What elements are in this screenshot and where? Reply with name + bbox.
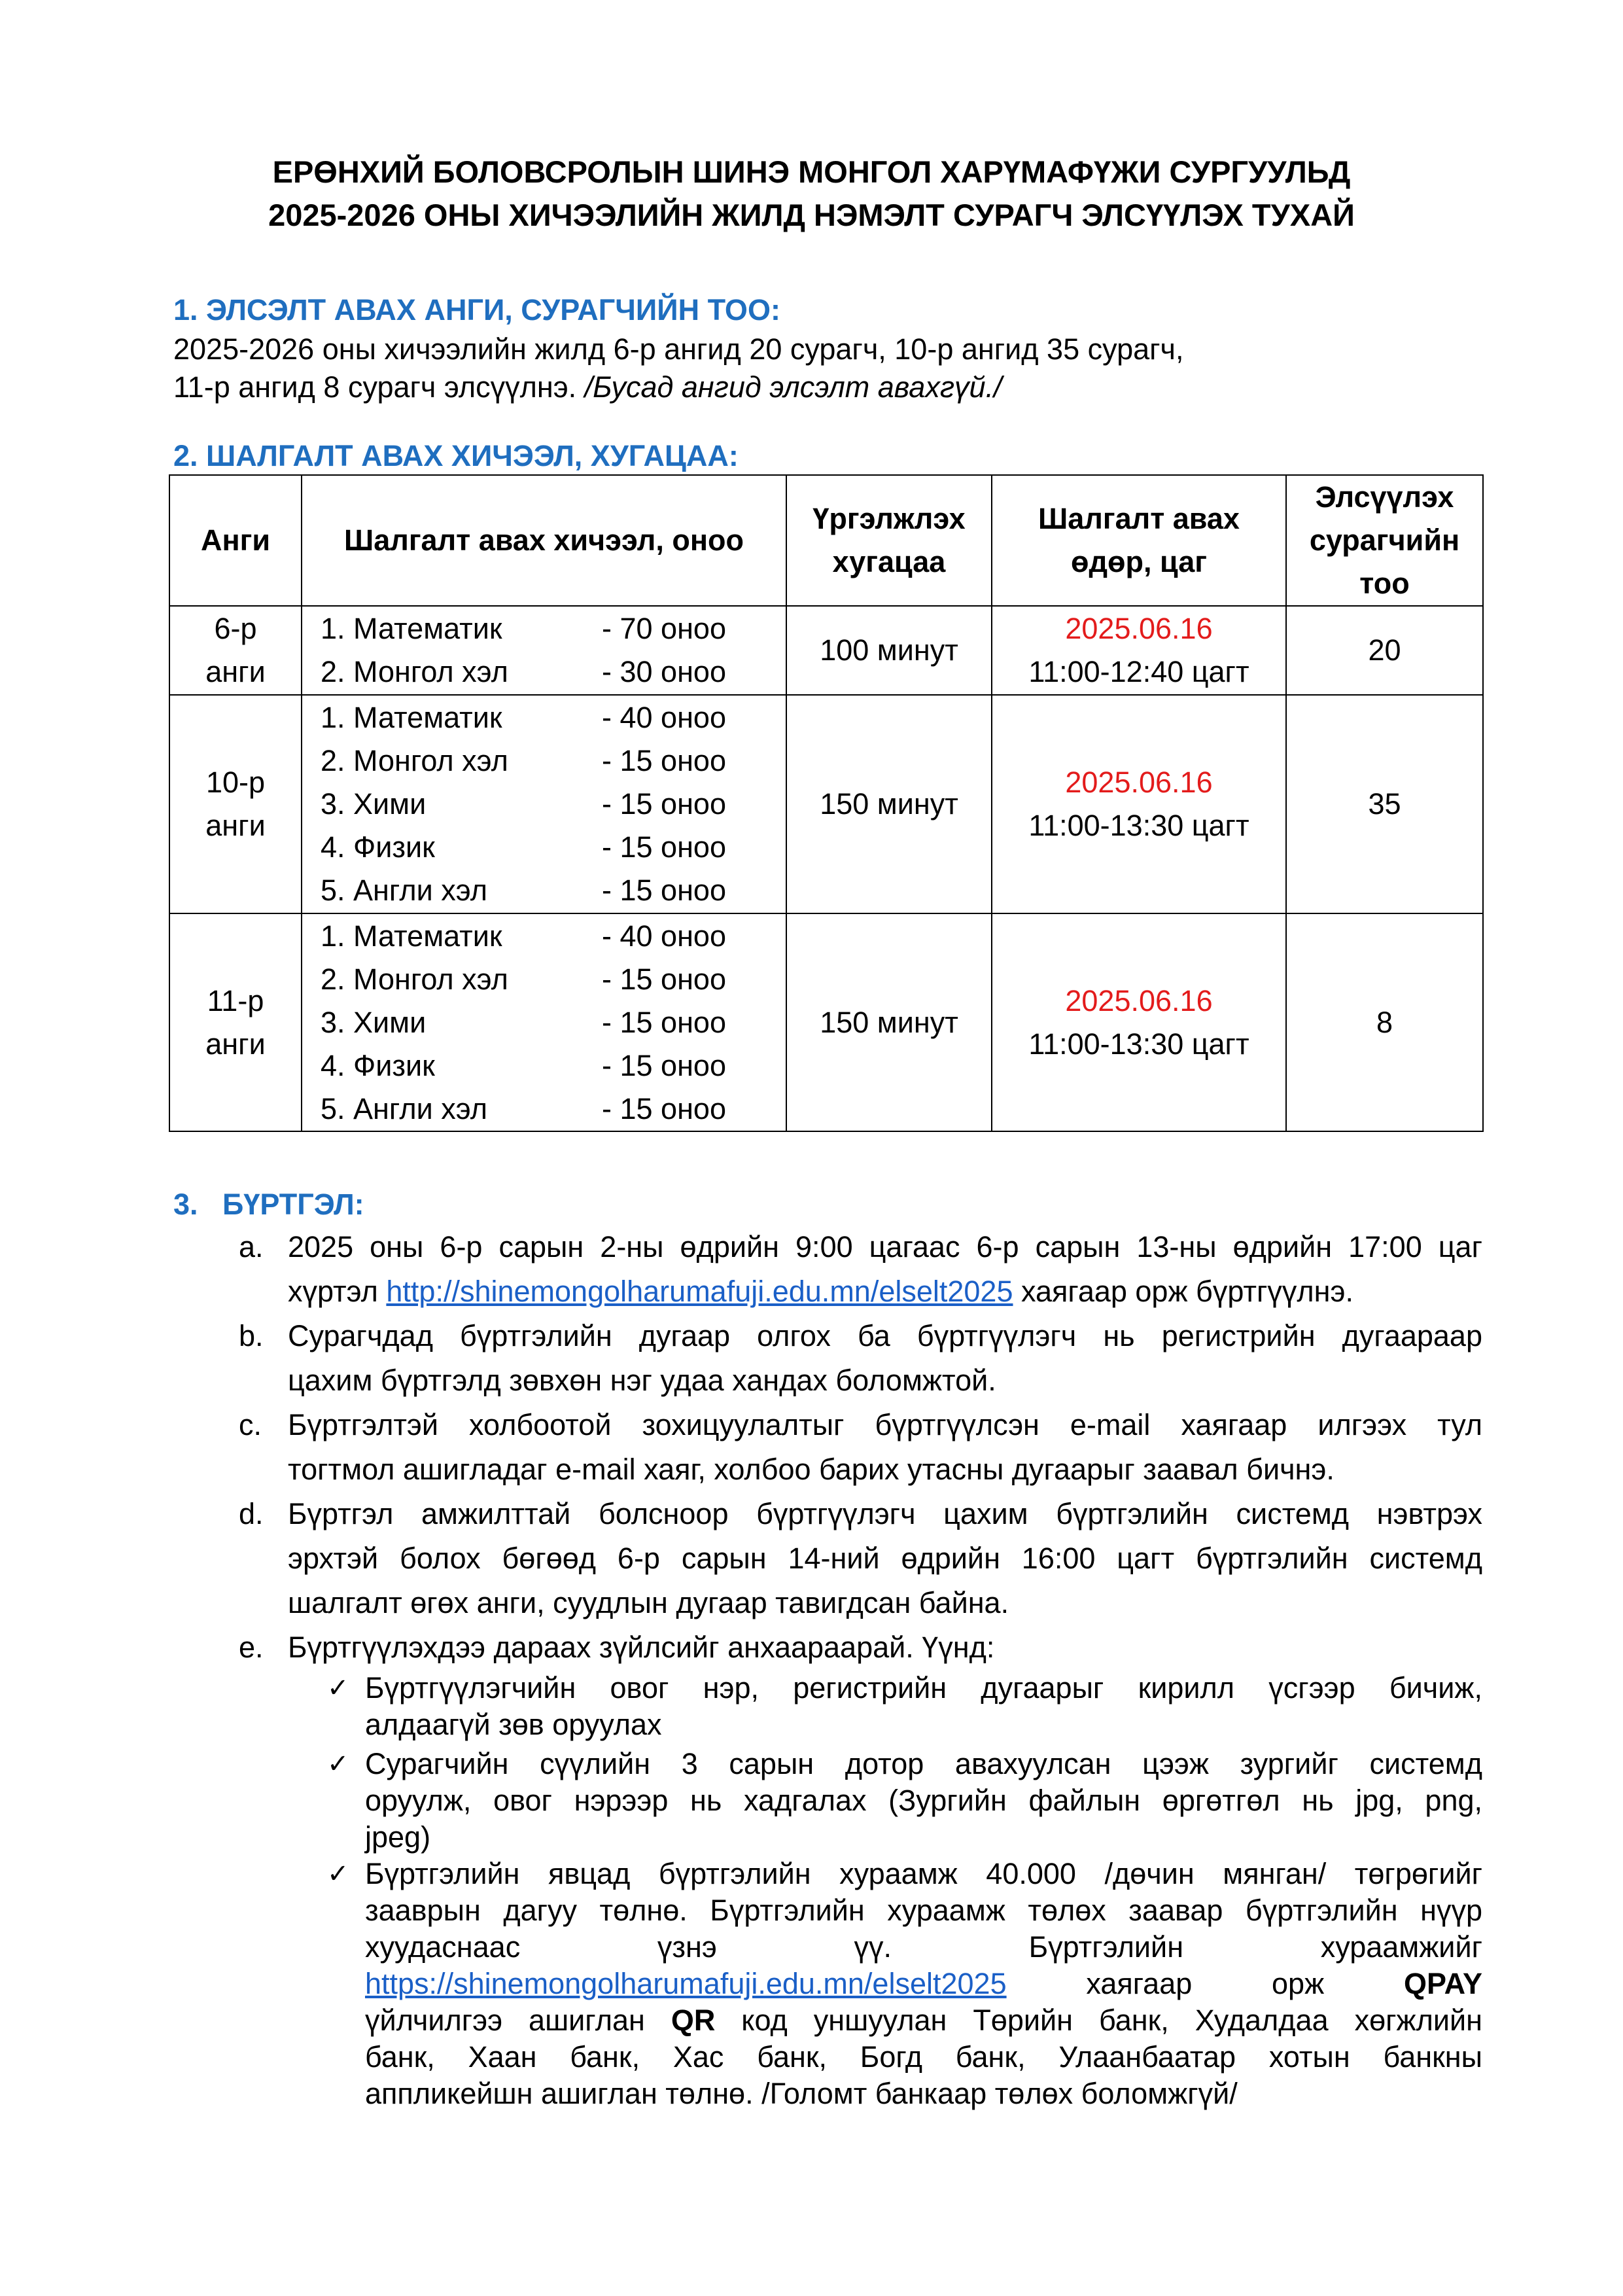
checkmark-icon: ✓ — [327, 1749, 349, 1779]
section2-heading: 2. ШАЛГАЛТ АВАХ ХИЧЭЭЛ, ХУГАЦАА: — [173, 439, 739, 472]
checkmark-icon: ✓ — [327, 1673, 349, 1703]
subject-line: 4. Физик - 15 оноо — [321, 1048, 726, 1082]
exam-time: 11:00-12:40 цагт — [1028, 655, 1249, 688]
exam-date: 2025.06.16 — [1065, 612, 1213, 645]
payment-link[interactable]: https://shinemongolharumafuji.edu.mn/elselt2025 — [365, 1967, 1007, 2000]
document-title-line1: ЕРӨНХИЙ БОЛОВСРОЛЫН ШИНЭ МОНГОЛ ХАРҮМАФҮЖИ СУРГУУЛЬД — [272, 154, 1351, 189]
list-item-a: 2025 оны 6-р сарын 2-ны өдрийн 9:00 цагаас 6-р сарын 13-ны өдрийн 17:00 цаг хүртэл http://shinemongolharumafuji.edu.mn/elselt2025 хаягаар орж бүртгүүлнэ. — [288, 1230, 1482, 1308]
subject-line: 3. Хими - 15 оноо — [321, 1005, 726, 1039]
subject-line: 2. Монгол хэл - 15 оноо — [321, 962, 726, 996]
exam-date-cell — [992, 695, 1286, 913]
checkmark-icon: ✓ — [327, 1859, 349, 1889]
subject-line: 1. Математик - 40 оноо — [321, 919, 726, 953]
subject-line: 2. Монгол хэл - 30 оноо — [321, 655, 726, 688]
subject-line: 1. Математик - 40 оноо — [321, 701, 726, 734]
exam-date-cell — [992, 913, 1286, 1131]
exam-date-cell — [992, 606, 1286, 695]
section1-note: /Бусад ангид элсэлт авахгүй./ — [584, 370, 1002, 404]
registration-link[interactable]: http://shinemongolharumafuji.edu.mn/elselt2025 — [386, 1275, 1013, 1308]
count-cell: 8 — [1286, 913, 1483, 1131]
section3-heading-number: 3. — [173, 1188, 198, 1221]
list-item-e: Бүртгүүлэхдээ дараах зүйлсийг анхаараарай. Үүнд: — [288, 1631, 995, 1664]
check-item-2: Сурагчийн сүүлийн 3 сарын дотор авахуулсан цээж зургийг системд оруулж, овог нэрээр нь хадгалах (Зургийн файлын өргөтгөл нь jpg, png, jpeg) — [365, 1747, 1482, 1854]
check-item-1: Бүртгүүлэгчийн овог нэр, регистрийн дугаарыг кирилл үсгээр бичиж, алдаагүй зөв оруулах — [365, 1671, 1482, 1741]
subjects-cell — [302, 695, 786, 913]
section1-heading: 1. ЭЛСЭЛТ АВАХ АНГИ, СУРАГЧИЙН ТОО: — [173, 293, 780, 327]
subject-line: 2. Монгол хэл - 15 оноо — [321, 744, 726, 777]
subject-line: 3. Хими - 15 оноо — [321, 787, 726, 821]
exam-time: 11:00-13:30 цагт — [1028, 809, 1249, 842]
list-item-d: Бүртгэл амжилттай болсноор бүртгүүлэгч цахим бүртгэлийн системд нэвтрэх эрхтэй болох бөгөөд 6-р сарын 14-ний өдрийн 16:00 цагт бүртгэлийн системд шалгалт өгөх анги, суудлын дугаар тавигдсан байна. — [288, 1497, 1482, 1619]
table-row — [169, 913, 1483, 1131]
list-item-c: Бүртгэлтэй холбоотой зохицуулалтыг бүртгүүлсэн e-mail хаягаар илгээх тул тогтмол ашигладаг e-mail хаяг, холбоо барих утасны дугаарыг заавал бичнэ. — [288, 1408, 1482, 1486]
table-row — [169, 606, 1483, 695]
count-cell: 20 — [1286, 606, 1483, 695]
subject-line: 5. Англи хэл - 15 оноо — [321, 874, 726, 907]
list-marker: c. — [239, 1408, 262, 1441]
duration-cell: 150 минут — [786, 695, 992, 913]
subject-line: 5. Англи хэл - 15 оноо — [321, 1091, 726, 1125]
list-marker: d. — [239, 1497, 264, 1530]
exam-date: 2025.06.16 — [1065, 766, 1213, 799]
header-exam-date: Шалгалт авах өдөр, цаг — [992, 475, 1286, 606]
section1-line2: 11-р ангид 8 сурагч элсүүлнэ. /Бусад ангид элсэлт авахгүй./ — [173, 370, 1002, 404]
table-row — [169, 695, 1483, 913]
list-marker: e. — [239, 1631, 264, 1664]
grade-cell: 11-р анги — [169, 913, 302, 1131]
header-grade: Анги — [169, 475, 302, 606]
header-subjects: Шалгалт авах хичээл, оноо — [302, 475, 786, 606]
subjects-cell — [302, 606, 786, 695]
duration-cell: 150 минут — [786, 913, 992, 1131]
document-title-line2: 2025-2026 ОНЫ ХИЧЭЭЛИЙН ЖИЛД НЭМЭЛТ СУРАГЧ ЭЛСҮҮЛЭХ ТУХАЙ — [268, 198, 1355, 232]
duration-cell: 100 минут — [786, 606, 992, 695]
grade-cell: 6-р анги — [169, 606, 302, 695]
section1-line1: 2025-2026 оны хичээлийн жилд 6-р ангид 20 сурагч, 10-р ангид 35 сурагч, — [173, 332, 1184, 366]
header-duration: Үргэлжлэх хугацаа — [786, 475, 992, 606]
exam-schedule-table — [169, 474, 1484, 1132]
section3-heading: БҮРТГЭЛ: — [222, 1188, 364, 1221]
subjects-cell — [302, 913, 786, 1131]
exam-time: 11:00-13:30 цагт — [1028, 1027, 1249, 1061]
count-cell: 35 — [1286, 695, 1483, 913]
check-item-3: Бүртгэлийн явцад бүртгэлийн хураамж 40.000 /дөчин мянган/ төгрөгийг зааврын дагуу төлнө. Бүртгэлийн хураамж төлөх заавар бүртгэлийн нүүр хуудаснаас үзнэ үү. Бүртгэлийн хураамжийг https://shinemongolharumafuji.edu.mn/elselt2025 хаягаар орж QPAY үйлчилгээ ашиглан QR код уншуулан Төрийн банк, Худалдаа хөгжлийн банк, Хаан банк, Хас банк, Богд банк, Улаанбаатар хотын банкны аппликейшн ашиглан төлнө. /Голомт банкаар төлөх боломжгүй/ — [365, 1857, 1482, 2110]
subject-line: 4. Физик - 15 оноо — [321, 830, 726, 864]
list-item-b: Сурагчдад бүртгэлийн дугаар олгох ба бүртгүүлэгч нь регистрийн дугаараар цахим бүртгэлд зөвхөн нэг удаа хандах боломжтой. — [288, 1319, 1482, 1397]
subject-line: 1. Математик - 70 оноо — [321, 612, 726, 645]
exam-date: 2025.06.16 — [1065, 983, 1213, 1017]
list-marker: b. — [239, 1319, 264, 1352]
qpay-label: QPAY — [1403, 1967, 1482, 2000]
table-header-row — [169, 475, 1483, 606]
header-admission-count: Элсүүлэх сурагчийн тоо — [1286, 475, 1483, 606]
qr-label: QR — [671, 2004, 716, 2037]
list-marker: a. — [239, 1230, 264, 1263]
grade-cell: 10-р анги — [169, 695, 302, 913]
